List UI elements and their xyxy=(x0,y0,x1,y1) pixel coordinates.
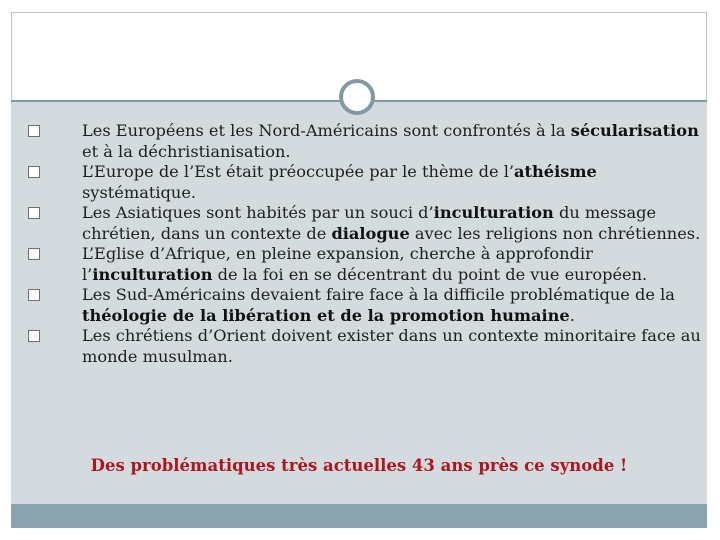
bullet-list xyxy=(52,121,702,367)
bullet-text: Les Asiatiques sont habités par un souci d’ xyxy=(82,203,434,222)
bullet-text: avec les religions non chrétiennes. xyxy=(409,223,701,243)
footer-bar xyxy=(11,504,707,528)
circle-ornament-icon xyxy=(339,79,375,115)
bullet-square-icon xyxy=(28,125,40,137)
bullet-emphasis: inculturation xyxy=(433,203,554,222)
bullet-text: L’Eglise d’Afrique, en pleine expansion, cherche à approfondir l’ xyxy=(82,244,593,284)
bullet-square-icon xyxy=(28,207,40,219)
bullet-item xyxy=(52,285,702,326)
bullet-emphasis: athéisme xyxy=(514,162,597,181)
bullet-emphasis: sécularisation xyxy=(570,121,699,140)
bullet-text: . xyxy=(569,305,575,325)
bullet-emphasis: théologie de la libération et de la promotion humaine xyxy=(82,305,570,325)
bullet-text: Les chrétiens d’Orient doivent exister dans un contexte minoritaire face au monde musulman. xyxy=(82,326,701,366)
bullet-emphasis: inculturation xyxy=(92,264,213,284)
conclusion-text: Des problématiques très actuelles 43 ans près ce synode ! xyxy=(90,456,628,475)
bullet-text: L’Europe de l’Est était préoccupée par le thème de l’ xyxy=(82,162,515,181)
bullet-item xyxy=(52,244,702,285)
bullet-item xyxy=(52,203,702,244)
bullet-emphasis: dialogue xyxy=(331,223,410,243)
bullet-text: systématique. xyxy=(82,182,197,202)
bullet-text: et à la déchristianisation. xyxy=(82,141,291,161)
bullet-square-icon xyxy=(28,248,40,260)
bullet-text: Les Sud-Américains devaient faire face à la difficile problématique de la xyxy=(82,285,675,304)
bullet-item xyxy=(52,326,702,367)
bullet-text: Les Européens et les Nord-Américains sont confrontés à la xyxy=(82,121,571,140)
bullet-square-icon xyxy=(28,289,40,301)
bullet-square-icon xyxy=(28,166,40,178)
bullet-text: du message chrétien, dans un contexte de xyxy=(82,203,657,243)
bullet-item xyxy=(52,121,702,162)
bullet-text: de la foi en se décentrant du point de vue européen. xyxy=(212,264,648,284)
bullet-square-icon xyxy=(28,330,40,342)
bullet-item xyxy=(52,162,702,203)
